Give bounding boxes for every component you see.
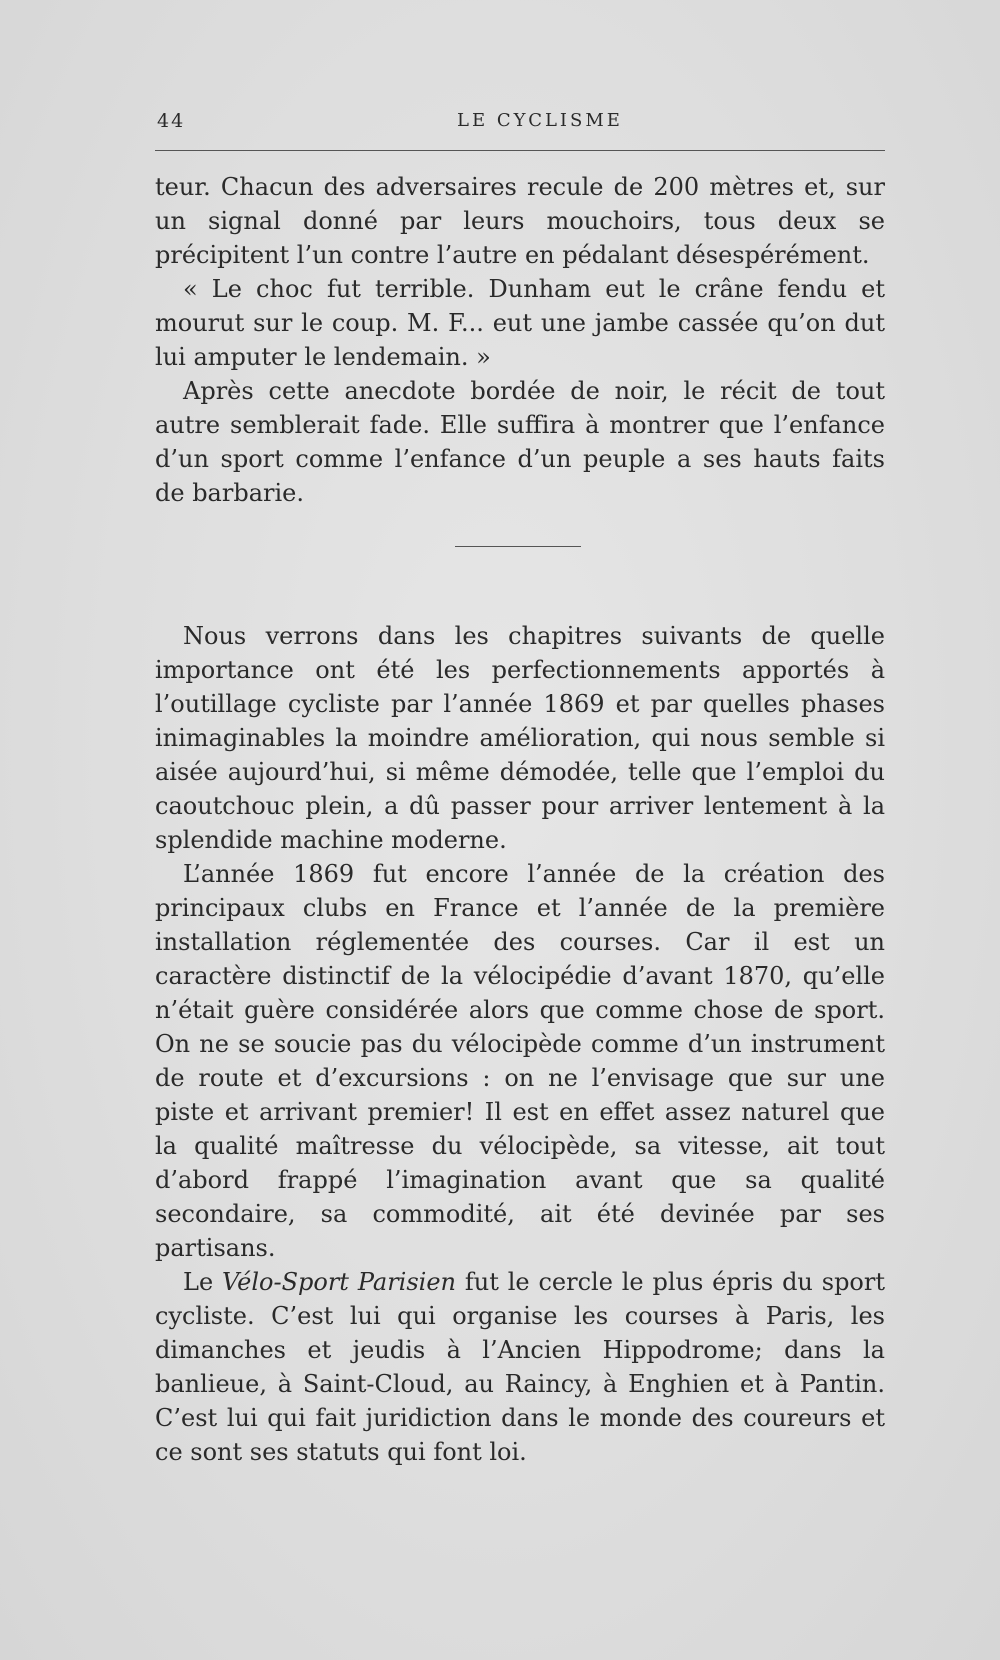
- club-name: Vélo-Sport Parisien: [222, 1268, 456, 1296]
- page-number: 44: [157, 110, 186, 132]
- paragraph: « Le choc fut terrible. Dunham eut le crâne fendu et mourut sur le coup. M. F... eut une jambe cassée qu’on dut lui amputer le lendemain. »: [155, 275, 885, 371]
- text-section-2: [155, 619, 885, 1469]
- paragraph: Après cette anecdote bordée de noir, le récit de tout autre semblerait fade. Elle suffira à montrer que l’enfance d’un sport comme l’enfance d’un peuple a ses hauts faits de barbarie.: [155, 377, 885, 507]
- section-divider: [455, 546, 581, 547]
- paragraph: L’année 1869 fut encore l’année de la création des principaux clubs en France et l’année de la première installation réglementée des courses. Car il est un caractère distinctif de la vélocipédie d’avant 1870, qu’elle n’était guère considérée alors que comme chose de sport. On ne se soucie pas du vélocipède comme d’un instrument de route et d’excursions : on ne l’envisage que sur une piste et arrivant premier! Il est en effet assez naturel que la qualité maîtresse du vélocipède, sa vitesse, ait tout d’abord frappé l’imagination avant que sa qualité secondaire, sa commodité, ait été devinée par ses partisans.: [155, 860, 885, 1262]
- paragraph-start: Le: [183, 1268, 214, 1296]
- paragraph: Nous verrons dans les chapitres suivants de quelle importance ont été les perfectionnements apportés à l’outillage cycliste par l’année 1869 et par quelles phases inimaginables la moindre amélioration, qui nous semble si aisée aujourd’hui, si même démodée, telle que l’emploi du caoutchouc plein, a dû passer pour arriver lentement à la splendide machine moderne.: [155, 622, 885, 854]
- paragraph: teur. Chacun des adversaires recule de 200 mètres et, sur un signal donné par leurs mouchoirs, tous deux se précipitent l’un contre l’autre en pédalant désespérément.: [155, 173, 885, 269]
- paragraph-rest: fut le cercle le plus épris du sport cycliste. C’est lui qui organise les courses à Paris, les dimanches et jeudis à l’Ancien Hippodrome; dans la banlieue, à Saint-Cloud, au Raincy, à Enghien et à Pantin. C’est lui qui fait juridiction dans le monde des coureurs et ce sont ses statuts qui font loi.: [155, 1268, 885, 1466]
- running-head: [155, 110, 885, 151]
- paragraph: [155, 1265, 885, 1469]
- running-title: LE CYCLISME: [457, 110, 623, 131]
- text-section-1: [155, 170, 885, 510]
